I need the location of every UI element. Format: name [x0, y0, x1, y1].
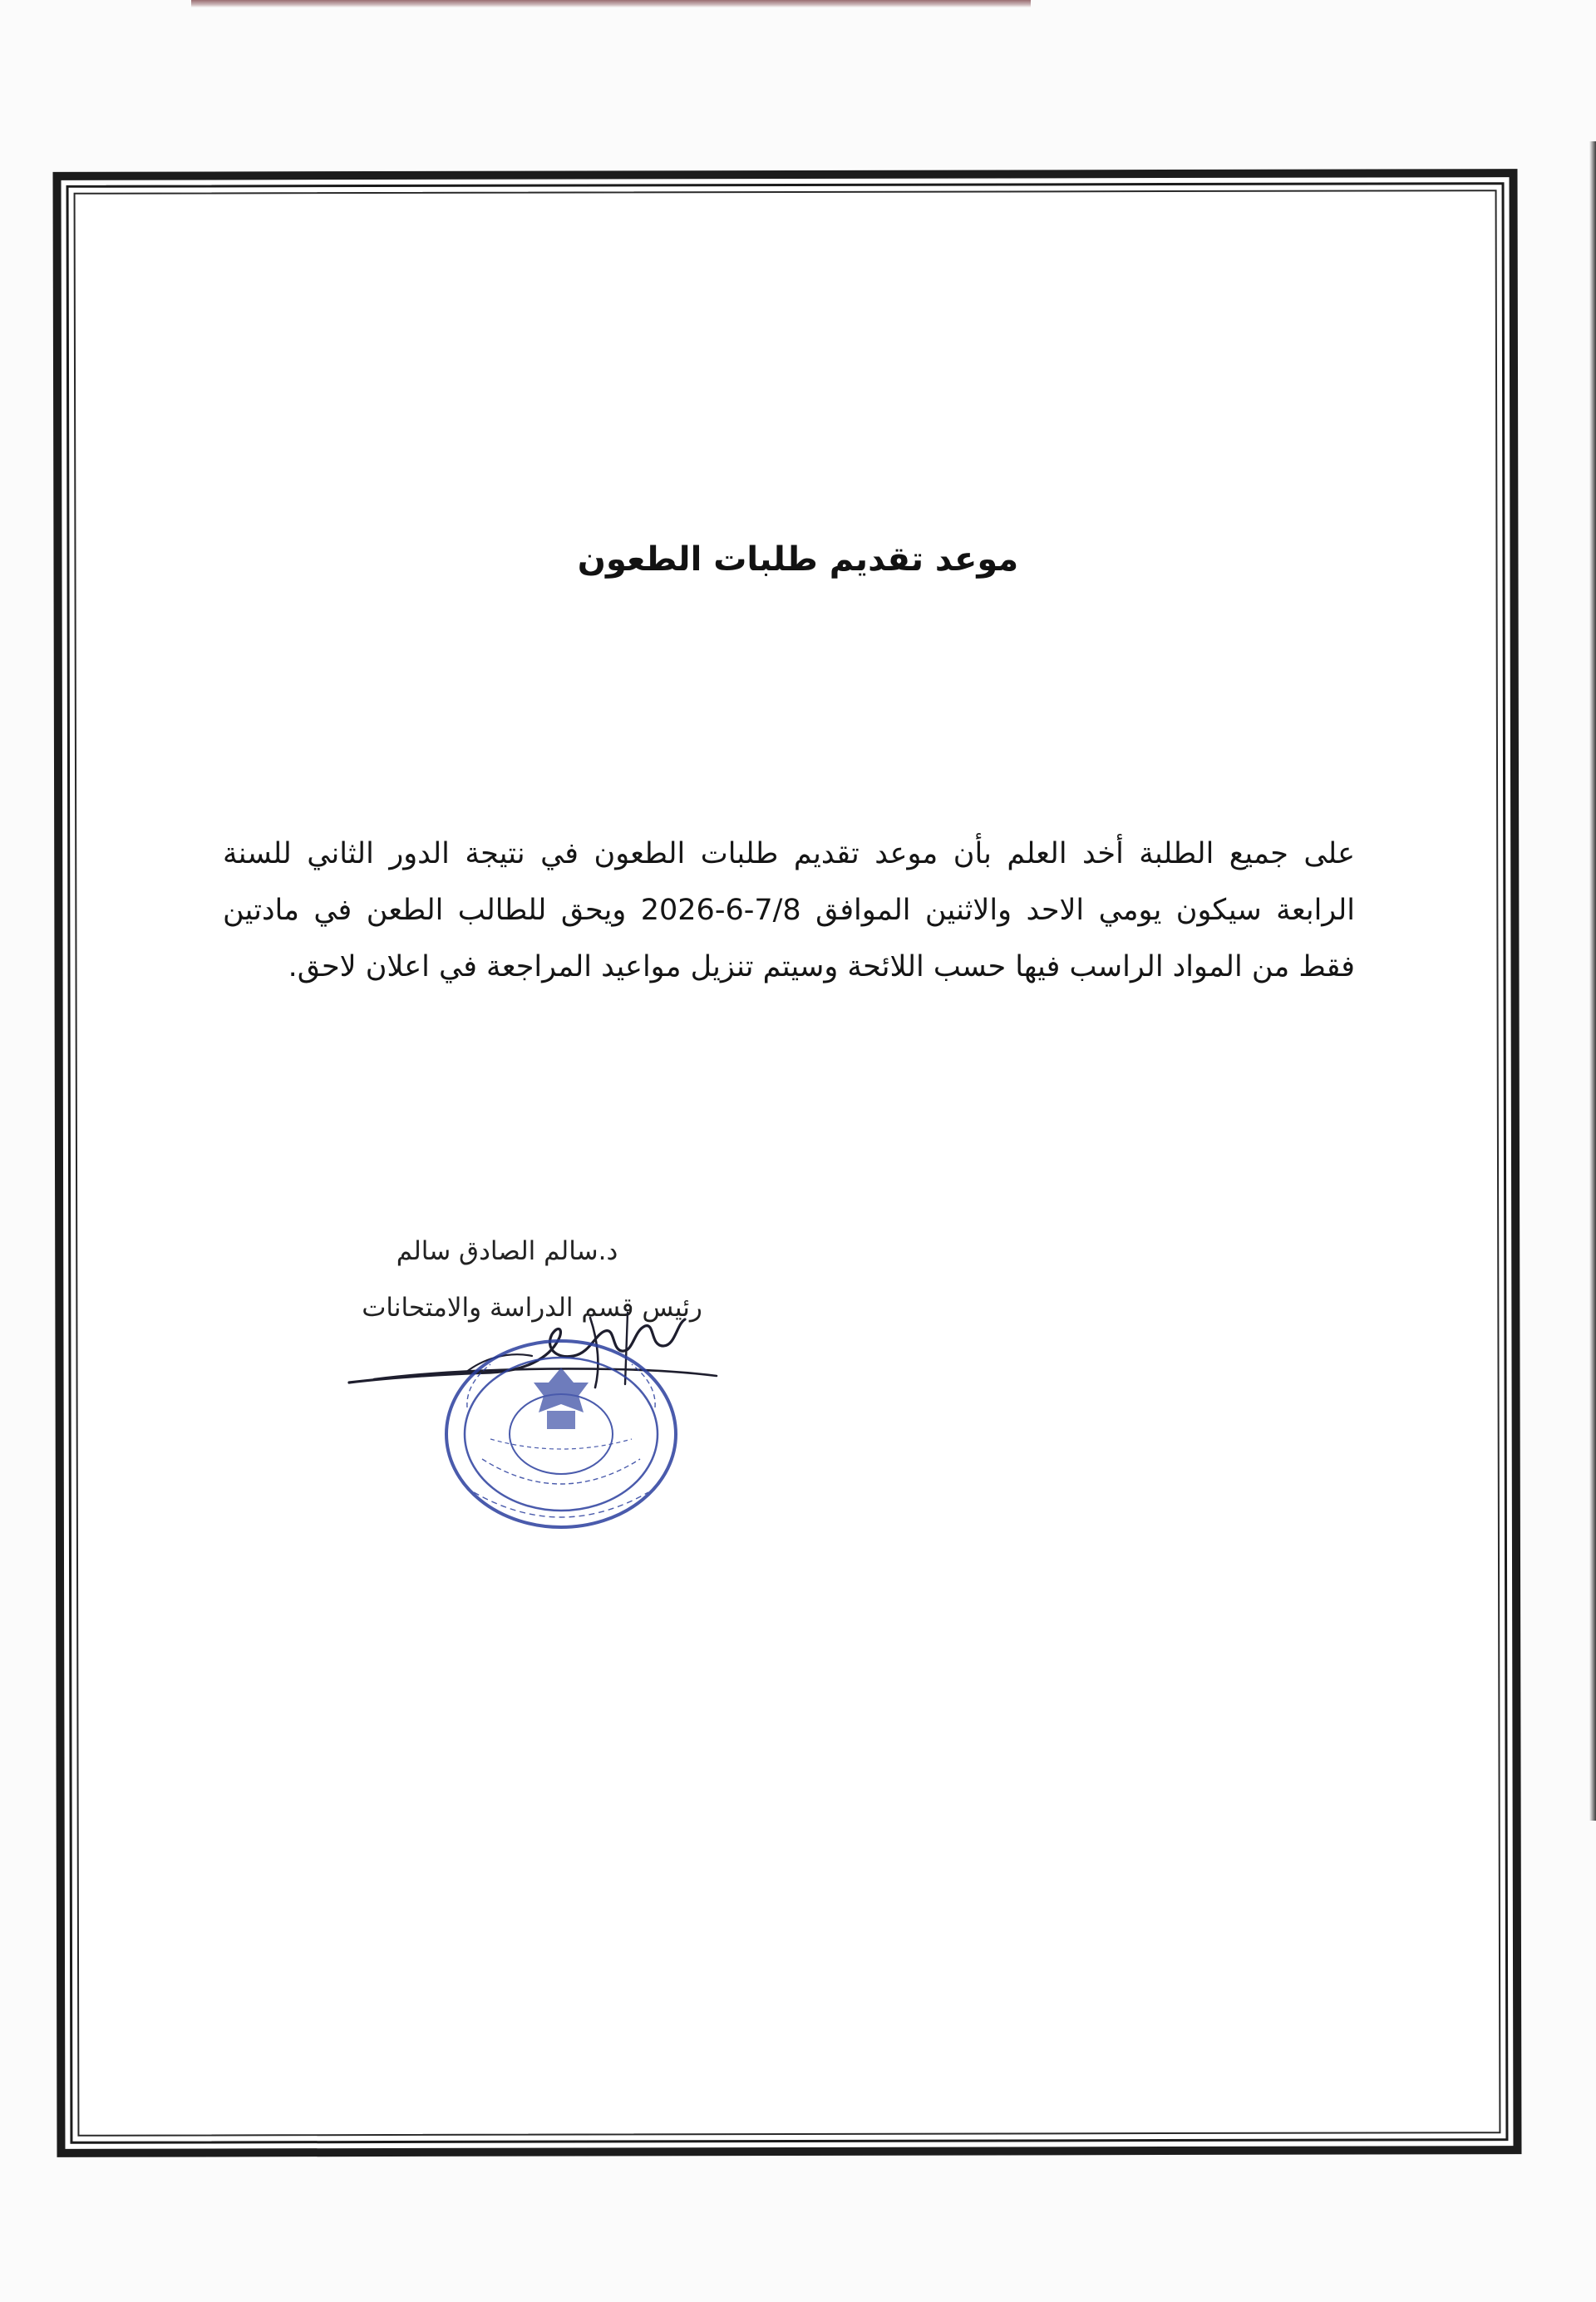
page-border — [53, 169, 1522, 2157]
announcement-title: موعد تقديم طلبات الطعون — [577, 540, 1019, 579]
scan-edge-shadow — [1589, 141, 1596, 1821]
page-border-inner — [66, 182, 1509, 2144]
announcement-body: على جميع الطلبة أخد العلم بأن موعد تقديم طلبات الطعون في نتيجة الدور الثاني للسنة الرابعة سيكون يومي الاحد والاثنين الموافق 7/8-6-2026 ويحق للطالب الطعن في مادتين فقط من المواد الراسب فيها حسب اللائحة وسيتم تنزيل مواعيد المراجعة في اعلان لاحق. — [223, 837, 1355, 983]
official-stamp — [441, 1334, 682, 1534]
emblem-icon — [534, 1368, 589, 1429]
page-border-innermost — [74, 190, 1501, 2137]
signatory-role: رئيس قسم الدراسة والامتحانات — [362, 1293, 702, 1323]
signatory-name: د.سالم الصادق سالم — [396, 1236, 618, 1266]
scan-edge-strip — [191, 0, 1031, 7]
